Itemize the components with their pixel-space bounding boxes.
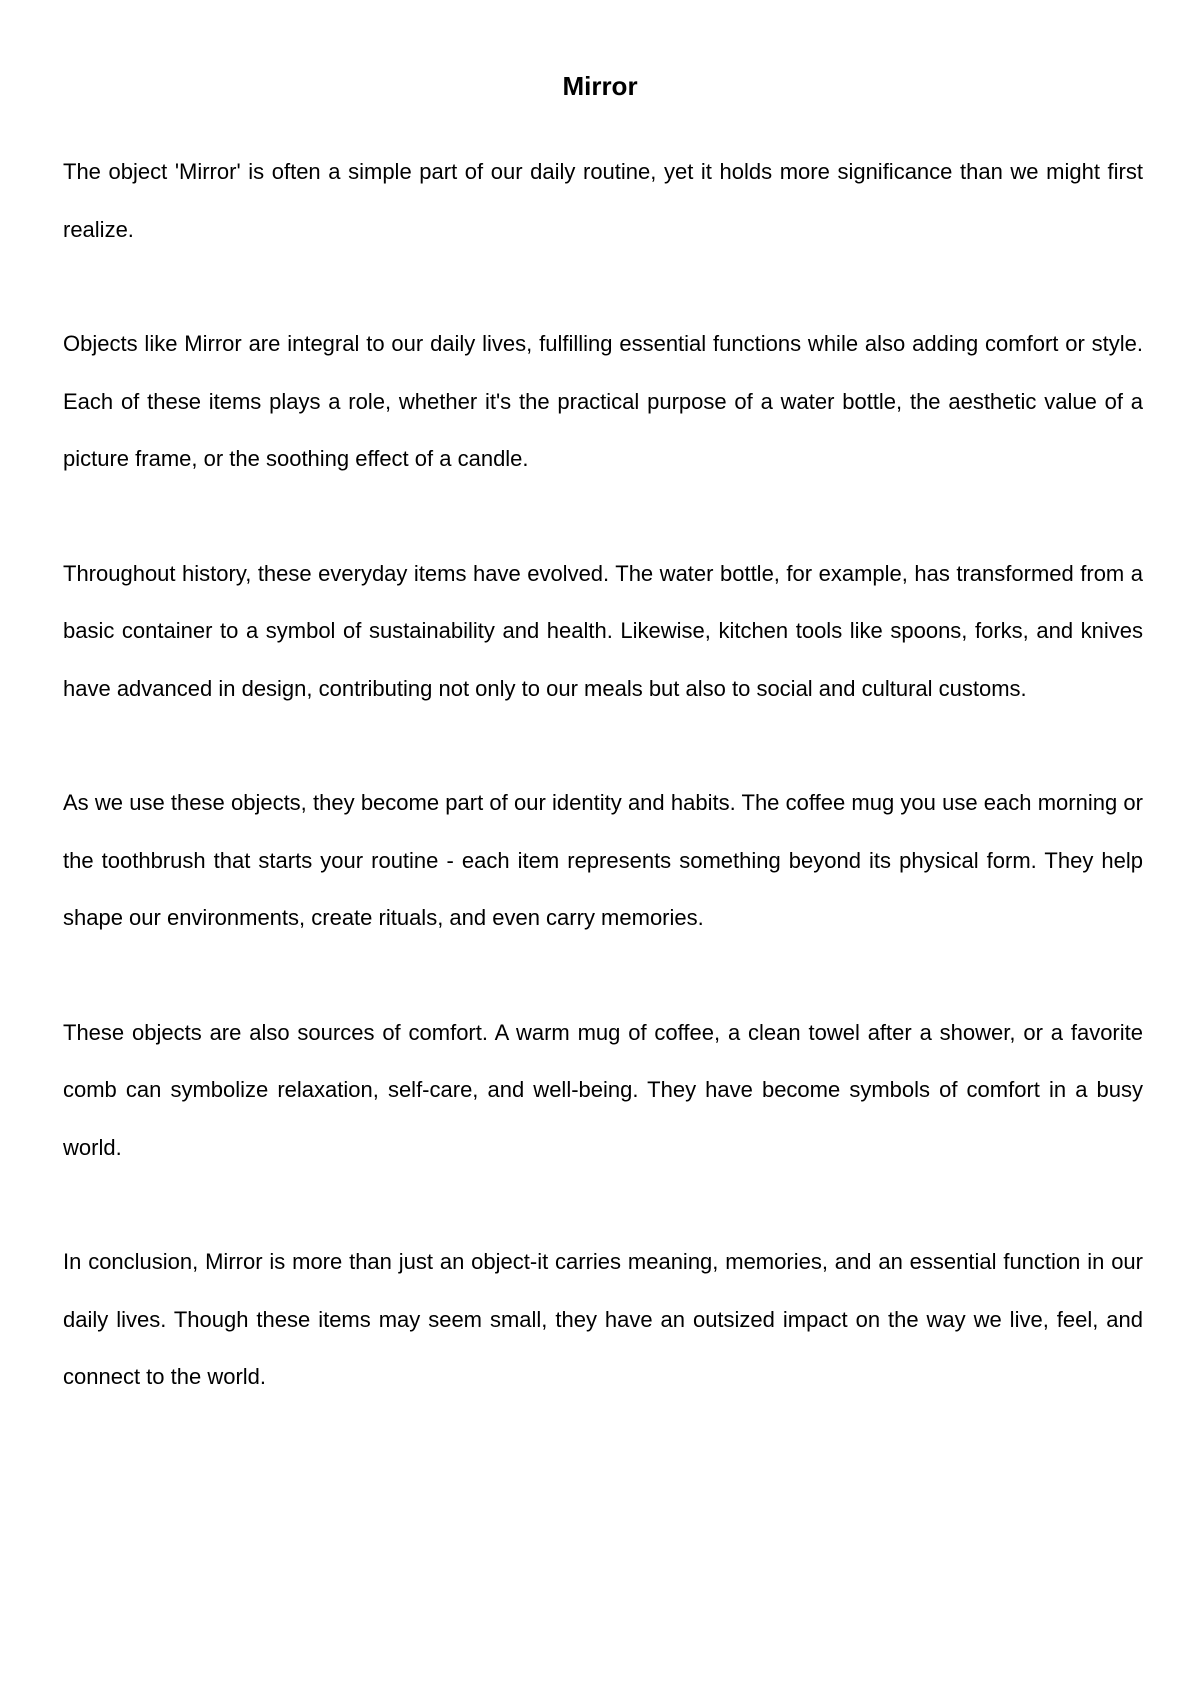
paragraph-history: Throughout history, these everyday items have evolved. The water bottle, for example, has transformed from a basic container to a symbol of sustainability and health. Likewise, kitchen tools like spoons, forks, and knives have advanced in design, contributing not only to our meals but also to social and cultural customs. <box>63 560 1143 701</box>
paragraph-comfort: These objects are also sources of comfort. A warm mug of coffee, a clean towel after a shower, or a favorite comb can symbolize relaxation, self-care, and well-being. They have become symbols of comfort in a busy world. <box>63 1019 1143 1160</box>
document-body <box>63 143 1143 1463</box>
paragraph-daily-lives: Objects like Mirror are integral to our daily lives, fulfilling essential functions while also adding comfort or style. Each of these items plays a role, whether it's the practical purpose of a water bottle, the aesthetic value of a picture frame, or the soothing effect of a candle. <box>63 331 1143 471</box>
paragraph-identity: As we use these objects, they become part of our identity and habits. The coffee mug you use each morning or the toothbrush that starts your routine - each item represents something beyond its physical form. They help shape our environments, create rituals, and even carry memories. <box>63 790 1143 930</box>
document-title: Mirror <box>562 71 638 101</box>
paragraph-intro: The object 'Mirror' is often a simple part of our daily routine, yet it holds more significance than we might first realize. <box>63 159 1143 242</box>
paragraph-conclusion: In conclusion, Mirror is more than just an object-it carries meaning, memories, and an essential function in our daily lives. Though these items may seem small, they have an outsized impact on the way we live, feel, and connect to the world. <box>63 1249 1143 1389</box>
